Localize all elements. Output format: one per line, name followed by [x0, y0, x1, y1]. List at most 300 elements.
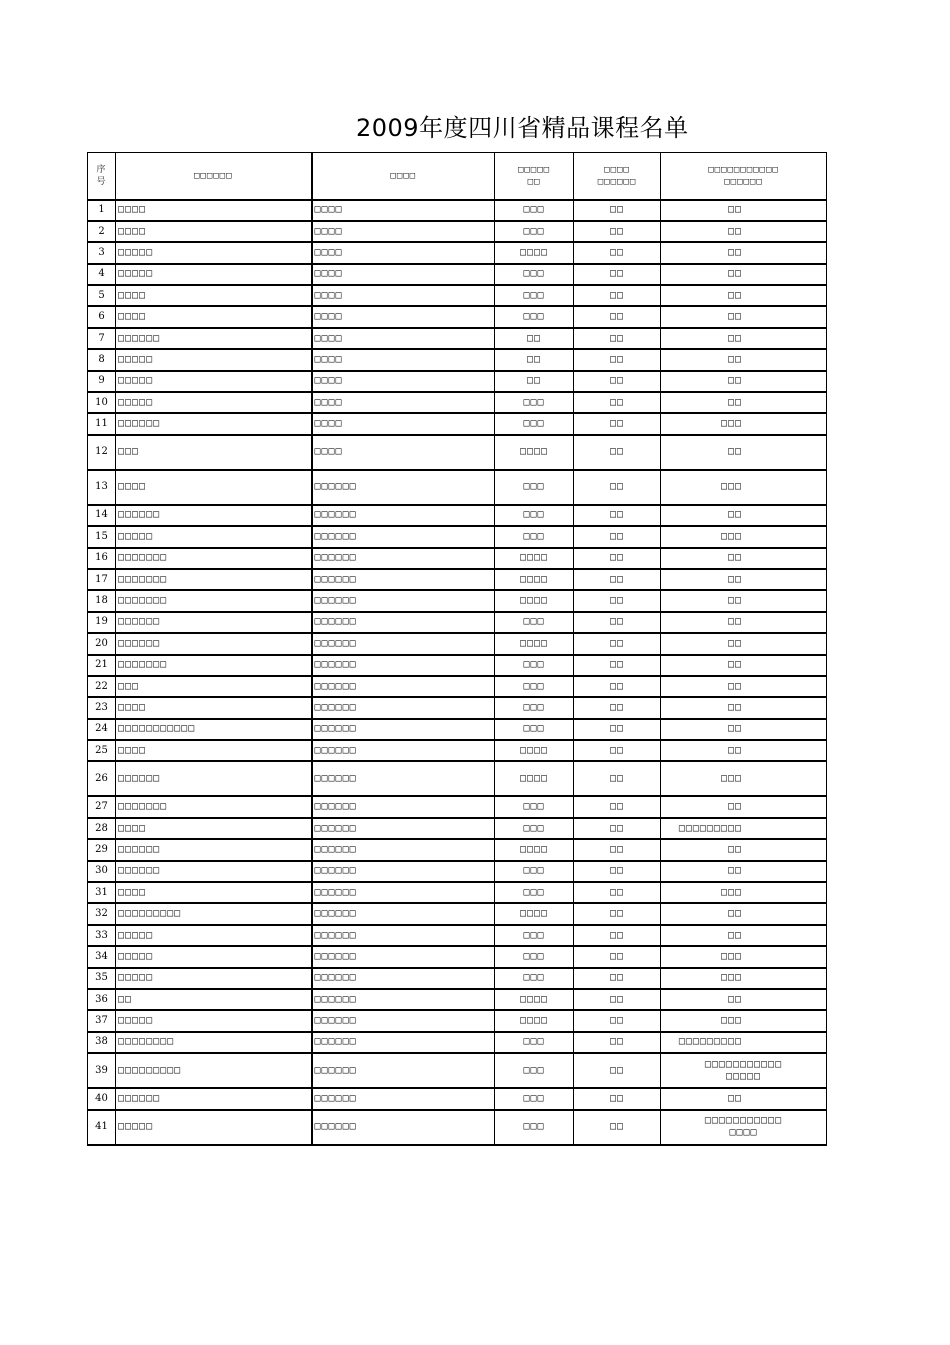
school-cell: □□□□□□ — [312, 719, 495, 740]
school-cell: □□□□□□ — [312, 839, 495, 860]
leader-cell: □□□□ — [495, 989, 574, 1010]
row-number: 19 — [88, 612, 116, 633]
leader-cell: □□□ — [495, 413, 574, 434]
table-row — [88, 200, 827, 221]
row-number: 10 — [88, 392, 116, 413]
school-cell: □□□□□□ — [312, 505, 495, 526]
leader-cell: □□□ — [495, 697, 574, 718]
leader-cell: □□□ — [495, 1110, 574, 1145]
note-cell: □□□ — [661, 470, 827, 505]
table-row — [88, 371, 827, 392]
row-number: 21 — [88, 655, 116, 676]
school-cell: □□□□□□ — [312, 989, 495, 1010]
row-number: 5 — [88, 285, 116, 306]
school-cell: □□□□□□ — [312, 882, 495, 903]
leader-cell: □□□ — [495, 946, 574, 967]
table-row — [88, 285, 827, 306]
row-number: 23 — [88, 697, 116, 718]
type-cell: □□ — [574, 946, 661, 967]
row-number: 24 — [88, 719, 116, 740]
row-number: 17 — [88, 569, 116, 590]
note-cell: □□ — [661, 740, 827, 761]
row-number: 36 — [88, 989, 116, 1010]
school-cell: □□□□ — [312, 285, 495, 306]
note-cell-line1: □□□□□□□□□□□ — [704, 1115, 783, 1127]
row-number: 15 — [88, 526, 116, 547]
row-number: 27 — [88, 796, 116, 817]
table-row — [88, 1088, 827, 1109]
course-name-cell: □□□□□ — [116, 925, 312, 946]
course-name-cell: □□□□□□ — [116, 839, 312, 860]
leader-cell: □□□□ — [495, 435, 574, 470]
note-cell: □□ — [661, 796, 827, 817]
course-name-cell: □□□□ — [116, 221, 312, 242]
leader-cell: □□ — [495, 328, 574, 349]
table-row — [88, 328, 827, 349]
note-cell: □□ — [661, 264, 827, 285]
table-row — [88, 435, 827, 470]
course-name-cell: □□□□ — [116, 200, 312, 221]
table-row — [88, 796, 827, 817]
course-name-cell: □□□□□□ — [116, 1088, 312, 1109]
leader-cell: □□□ — [495, 505, 574, 526]
header-course-name — [116, 153, 312, 200]
note-cell: □□ — [661, 569, 827, 590]
leader-cell: □□□ — [495, 264, 574, 285]
course-name-cell: □□□□□□□ — [116, 655, 312, 676]
note-cell: □□ — [661, 612, 827, 633]
leader-cell: □□□□ — [495, 761, 574, 796]
course-name-cell: □□□□□□ — [116, 761, 312, 796]
school-cell: □□□□□□ — [312, 697, 495, 718]
leader-cell: □□□ — [495, 882, 574, 903]
school-cell: □□□□□□ — [312, 470, 495, 505]
note-cell: □□ — [661, 548, 827, 569]
row-number: 25 — [88, 740, 116, 761]
course-name-cell: □□□□□ — [116, 968, 312, 989]
course-name-cell: □□□□□ — [116, 242, 312, 263]
table-row — [88, 903, 827, 924]
course-name-cell: □□□□□ — [116, 526, 312, 547]
type-cell: □□ — [574, 925, 661, 946]
course-name-cell: □□□□□□□ — [116, 548, 312, 569]
type-cell: □□ — [574, 633, 661, 654]
course-name-cell: □□□□□□ — [116, 633, 312, 654]
note-cell: □□ — [661, 697, 827, 718]
table-row — [88, 349, 827, 370]
leader-cell: □□□ — [495, 655, 574, 676]
leader-cell: □□□ — [495, 861, 574, 882]
row-number: 3 — [88, 242, 116, 263]
type-cell: □□ — [574, 1110, 661, 1145]
note-cell: □□ — [661, 435, 827, 470]
course-name-cell: □□□□□ — [116, 1010, 312, 1031]
row-number: 39 — [88, 1053, 116, 1088]
type-cell: □□ — [574, 796, 661, 817]
page-title: 2009年度四川省精品课程名单 — [356, 114, 689, 142]
row-number: 4 — [88, 264, 116, 285]
note-cell: □□ — [661, 676, 827, 697]
row-number: 41 — [88, 1110, 116, 1145]
leader-cell: □□□ — [495, 200, 574, 221]
row-number: 2 — [88, 221, 116, 242]
row-number: 32 — [88, 903, 116, 924]
course-name-cell: □□□ — [116, 676, 312, 697]
course-name-cell: □□□□□□□□□ — [116, 903, 312, 924]
header-seq-line2: 号 — [96, 176, 107, 187]
table-row — [88, 1110, 827, 1145]
row-number: 11 — [88, 413, 116, 434]
note-cell: □□□ — [661, 1010, 827, 1031]
course-name-cell: □□□□□□ — [116, 505, 312, 526]
type-cell: □□ — [574, 861, 661, 882]
header-seq — [88, 153, 116, 200]
school-cell: □□□□□□ — [312, 946, 495, 967]
table-row — [88, 633, 827, 654]
school-cell: □□□□□□ — [312, 526, 495, 547]
type-cell: □□ — [574, 903, 661, 924]
school-cell: □□□□ — [312, 392, 495, 413]
header-note — [661, 153, 827, 200]
row-number: 26 — [88, 761, 116, 796]
school-cell: □□□□□□ — [312, 655, 495, 676]
school-cell: □□□□□□ — [312, 818, 495, 839]
leader-cell: □□□ — [495, 968, 574, 989]
row-number: 16 — [88, 548, 116, 569]
header-leader-line1: □□□□□ — [517, 164, 551, 175]
table-row — [88, 1053, 827, 1088]
table-row — [88, 761, 827, 796]
row-number: 31 — [88, 882, 116, 903]
course-name-cell: □□□□□ — [116, 264, 312, 285]
course-name-cell: □□□□□ — [116, 1110, 312, 1145]
course-name-cell: □□□□□□ — [116, 413, 312, 434]
school-cell: □□□□□□ — [312, 968, 495, 989]
school-cell: □□□□ — [312, 221, 495, 242]
row-number: 37 — [88, 1010, 116, 1031]
course-name-cell: □□□□□□ — [116, 612, 312, 633]
school-cell: □□□□ — [312, 242, 495, 263]
type-cell: □□ — [574, 285, 661, 306]
note-cell: □□ — [661, 242, 827, 263]
header-course-name-text: □□□□□□ — [193, 170, 233, 181]
course-name-cell: □□□□ — [116, 697, 312, 718]
note-cell: □□ — [661, 839, 827, 860]
table-row — [88, 264, 827, 285]
type-cell: □□ — [574, 349, 661, 370]
row-number: 29 — [88, 839, 116, 860]
type-cell: □□ — [574, 569, 661, 590]
school-cell: □□□□□□ — [312, 761, 495, 796]
school-cell: □□□□□□ — [312, 1088, 495, 1109]
school-cell: □□□□□□ — [312, 1010, 495, 1031]
note-cell: □□ — [661, 371, 827, 392]
leader-cell: □□□ — [495, 796, 574, 817]
row-number: 7 — [88, 328, 116, 349]
note-cell: □□ — [661, 328, 827, 349]
leader-cell: □□□□ — [495, 633, 574, 654]
leader-cell: □□□□ — [495, 903, 574, 924]
school-cell: □□□□ — [312, 371, 495, 392]
note-cell: □□□ — [661, 968, 827, 989]
type-cell: □□ — [574, 740, 661, 761]
type-cell: □□ — [574, 968, 661, 989]
type-cell: □□ — [574, 200, 661, 221]
leader-cell: □□□ — [495, 526, 574, 547]
leader-cell: □□□□ — [495, 569, 574, 590]
course-name-cell: □□□□ — [116, 882, 312, 903]
school-cell: □□□□ — [312, 264, 495, 285]
type-cell: □□ — [574, 306, 661, 327]
header-note-line2: □□□□□□ — [724, 176, 763, 187]
course-name-cell: □□□□□□□ — [116, 796, 312, 817]
course-name-cell: □□□ — [116, 435, 312, 470]
school-cell: □□□□□□ — [312, 1110, 495, 1145]
course-name-cell: □□□□□□ — [116, 328, 312, 349]
table-row — [88, 548, 827, 569]
type-cell: □□ — [574, 818, 661, 839]
leader-cell: □□□□ — [495, 242, 574, 263]
table-row — [88, 505, 827, 526]
type-cell: □□ — [574, 655, 661, 676]
note-cell: □□ — [661, 633, 827, 654]
course-name-cell: □□□□□□□ — [116, 590, 312, 611]
table-row — [88, 242, 827, 263]
note-cell: □□ — [661, 655, 827, 676]
row-number: 40 — [88, 1088, 116, 1109]
school-cell: □□□□□□ — [312, 569, 495, 590]
row-number: 20 — [88, 633, 116, 654]
school-cell: □□□□□□ — [312, 740, 495, 761]
note-cell: □□ — [661, 505, 827, 526]
type-cell: □□ — [574, 548, 661, 569]
table-row — [88, 569, 827, 590]
type-cell: □□ — [574, 470, 661, 505]
header-type-line2: □□□□□□ — [597, 176, 637, 187]
note-cell-line2: □□□□□ — [725, 1070, 762, 1082]
leader-cell: □□□ — [495, 612, 574, 633]
school-cell: □□□□□□ — [312, 796, 495, 817]
note-cell: □□ — [661, 285, 827, 306]
header-school-text: □□□□ — [390, 170, 417, 181]
row-number: 35 — [88, 968, 116, 989]
table-row — [88, 839, 827, 860]
type-cell: □□ — [574, 719, 661, 740]
type-cell: □□ — [574, 590, 661, 611]
school-cell: □□□□ — [312, 413, 495, 434]
header-note-line1: □□□□□□□□□□□ — [708, 164, 779, 175]
leader-cell: □□□ — [495, 676, 574, 697]
row-number: 14 — [88, 505, 116, 526]
type-cell: □□ — [574, 1032, 661, 1053]
table-row — [88, 989, 827, 1010]
leader-cell: □□□ — [495, 470, 574, 505]
header-seq-line1: 序 — [96, 164, 107, 175]
leader-cell: □□□ — [495, 285, 574, 306]
note-cell — [661, 1053, 827, 1088]
course-name-cell: □□□□□ — [116, 946, 312, 967]
table-row — [88, 526, 827, 547]
note-cell-line2: □□□□ — [729, 1127, 758, 1139]
type-cell: □□ — [574, 1010, 661, 1031]
table-row — [88, 925, 827, 946]
note-cell-line1: □□□□□□□□□□□ — [704, 1058, 783, 1070]
row-number: 8 — [88, 349, 116, 370]
note-cell: □□□ — [661, 526, 827, 547]
leader-cell: □□□□ — [495, 1010, 574, 1031]
table-row — [88, 719, 827, 740]
note-cell: □□ — [661, 719, 827, 740]
table-row — [88, 590, 827, 611]
type-cell: □□ — [574, 1088, 661, 1109]
row-number: 9 — [88, 371, 116, 392]
row-number: 34 — [88, 946, 116, 967]
type-cell: □□ — [574, 505, 661, 526]
note-cell: □□□ — [661, 882, 827, 903]
note-cell: □□□ — [661, 946, 827, 967]
note-cell: □□ — [661, 306, 827, 327]
table-row — [88, 1032, 827, 1053]
school-cell: □□□□ — [312, 200, 495, 221]
type-cell: □□ — [574, 1053, 661, 1088]
leader-cell: □□□ — [495, 925, 574, 946]
school-cell: □□□□□□ — [312, 925, 495, 946]
note-cell: □□ — [661, 590, 827, 611]
note-cell: □□□ — [661, 413, 827, 434]
note-cell: □□ — [661, 861, 827, 882]
leader-cell: □□□ — [495, 221, 574, 242]
course-name-cell: □□□□□□□□□□□ — [116, 719, 312, 740]
note-cell: □□ — [661, 1088, 827, 1109]
table-row — [88, 968, 827, 989]
school-cell: □□□□ — [312, 435, 495, 470]
course-name-cell: □□□□□ — [116, 392, 312, 413]
table-row — [88, 612, 827, 633]
course-name-cell: □□□□ — [116, 740, 312, 761]
row-number: 13 — [88, 470, 116, 505]
course-name-cell: □□□□□□□ — [116, 569, 312, 590]
header-leader-line2: □□ — [527, 176, 541, 187]
leader-cell: □□□ — [495, 306, 574, 327]
note-cell: □□ — [661, 200, 827, 221]
leader-cell: □□□□ — [495, 548, 574, 569]
table-header-row — [88, 153, 827, 200]
note-cell: □□ — [661, 221, 827, 242]
leader-cell: □□□□ — [495, 839, 574, 860]
type-cell: □□ — [574, 697, 661, 718]
type-cell: □□ — [574, 989, 661, 1010]
type-cell: □□ — [574, 612, 661, 633]
note-cell: □□ — [661, 925, 827, 946]
course-name-cell: □□□□□ — [116, 349, 312, 370]
leader-cell: □□ — [495, 371, 574, 392]
table-row — [88, 655, 827, 676]
school-cell: □□□□□□ — [312, 633, 495, 654]
note-cell: □□□ — [661, 761, 827, 796]
note-cell: □□ — [661, 989, 827, 1010]
type-cell: □□ — [574, 221, 661, 242]
type-cell: □□ — [574, 761, 661, 796]
table-row — [88, 413, 827, 434]
course-name-cell: □□□□ — [116, 470, 312, 505]
course-name-cell: □□□□ — [116, 306, 312, 327]
row-number: 18 — [88, 590, 116, 611]
school-cell: □□□□ — [312, 349, 495, 370]
table-row — [88, 470, 827, 505]
type-cell: □□ — [574, 413, 661, 434]
note-cell: □□ — [661, 392, 827, 413]
type-cell: □□ — [574, 242, 661, 263]
note-cell — [661, 1110, 827, 1145]
table-row — [88, 221, 827, 242]
leader-cell: □□□ — [495, 719, 574, 740]
school-cell: □□□□□□ — [312, 676, 495, 697]
header-school — [312, 153, 495, 200]
note-cell: □□ — [661, 903, 827, 924]
course-name-cell: □□□□□□□□ — [116, 1032, 312, 1053]
note-cell: □□□□□□□□□ — [661, 818, 827, 839]
school-cell: □□□□□□ — [312, 903, 495, 924]
table-row — [88, 946, 827, 967]
course-name-cell: □□□□ — [116, 818, 312, 839]
school-cell: □□□□ — [312, 306, 495, 327]
type-cell: □□ — [574, 392, 661, 413]
leader-cell: □□□ — [495, 818, 574, 839]
type-cell: □□ — [574, 371, 661, 392]
row-number: 28 — [88, 818, 116, 839]
table-row — [88, 676, 827, 697]
note-cell: □□ — [661, 349, 827, 370]
header-type — [574, 153, 661, 200]
row-number: 22 — [88, 676, 116, 697]
leader-cell: □□□ — [495, 1088, 574, 1109]
table-row — [88, 818, 827, 839]
leader-cell: □□ — [495, 349, 574, 370]
leader-cell: □□□ — [495, 1032, 574, 1053]
header-type-line1: □□□□ — [604, 164, 630, 175]
leader-cell: □□□ — [495, 1053, 574, 1088]
course-name-cell: □□□□ — [116, 285, 312, 306]
header-leader — [495, 153, 574, 200]
table-row — [88, 697, 827, 718]
school-cell: □□□□□□ — [312, 861, 495, 882]
row-number: 1 — [88, 200, 116, 221]
type-cell: □□ — [574, 676, 661, 697]
course-table — [87, 152, 827, 1146]
table-row — [88, 1010, 827, 1031]
type-cell: □□ — [574, 328, 661, 349]
row-number: 33 — [88, 925, 116, 946]
leader-cell: □□□□ — [495, 590, 574, 611]
row-number: 30 — [88, 861, 116, 882]
course-name-cell: □□□□□□□□□ — [116, 1053, 312, 1088]
row-number: 6 — [88, 306, 116, 327]
table-row — [88, 306, 827, 327]
table-row — [88, 861, 827, 882]
row-number: 12 — [88, 435, 116, 470]
type-cell: □□ — [574, 839, 661, 860]
school-cell: □□□□□□ — [312, 590, 495, 611]
leader-cell: □□□□ — [495, 740, 574, 761]
course-name-cell: □□□□□ — [116, 371, 312, 392]
course-name-cell: □□ — [116, 989, 312, 1010]
table-row — [88, 740, 827, 761]
table-row — [88, 882, 827, 903]
leader-cell: □□□ — [495, 392, 574, 413]
type-cell: □□ — [574, 526, 661, 547]
school-cell: □□□□□□ — [312, 548, 495, 569]
school-cell: □□□□□□ — [312, 612, 495, 633]
